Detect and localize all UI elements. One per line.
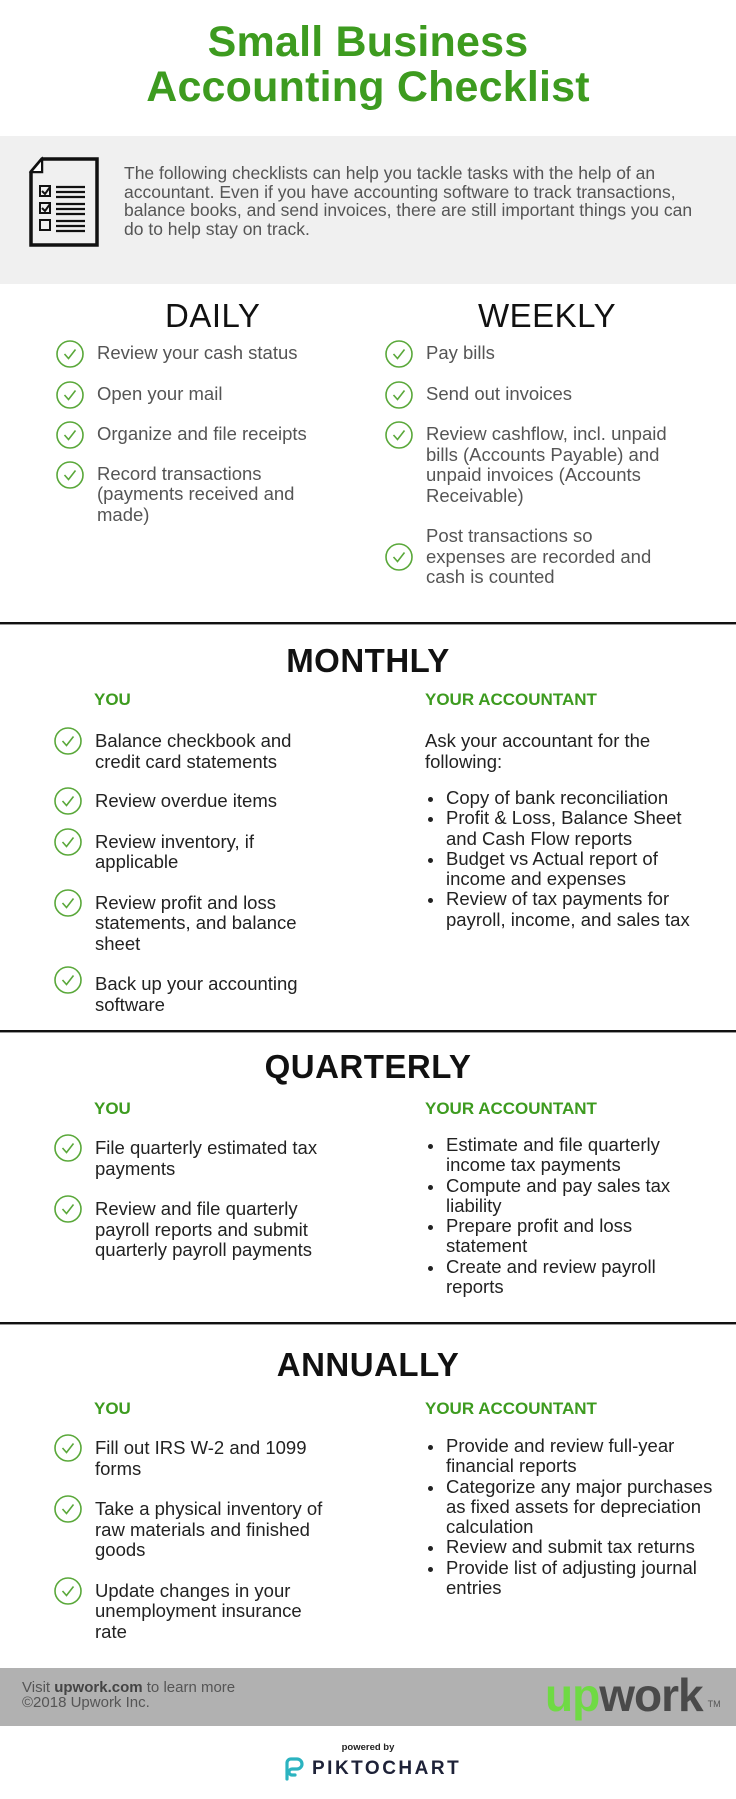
weekly-item: Review cashflow, incl. unpaid bills (Accounts Payable) and unpaid invoices (Accounts Receivable) [384,424,684,506]
title-line-1: Small Business [207,18,529,66]
piktochart-wordmark: PIKTOCHART [312,1758,462,1779]
monthly-you-checklist [53,731,353,1015]
check-circle-icon [53,726,83,756]
quarterly-you-item: Review and file quarterly payroll reports and submit quarterly payroll payments [53,1199,353,1261]
check-circle-icon [384,380,414,410]
bullet-icon [428,1185,433,1190]
monthly-you-item: Back up your accounting software [53,974,338,1015]
monthly-you-item: Review profit and loss statements, and balance sheet [53,893,328,955]
check-circle-icon [53,827,83,857]
check-circle-icon [55,420,85,450]
check-circle-icon [53,1494,83,1524]
daily-item: Review your cash status [55,343,355,364]
monthly-accountant-list [425,788,705,930]
bullet-icon [428,1144,433,1149]
quarterly-accountant-item: Prepare profit and loss statement [425,1216,715,1257]
quarterly-accountant-item: Estimate and file quarterly income tax payments [425,1135,715,1176]
monthly-title: MONTHLY [286,642,450,679]
section-divider [0,622,736,624]
monthly-accountant-item: Copy of bank reconciliation [425,788,705,808]
intro-text: The following checklists can help you tackle tasks with the help of an accountant. Even if you have accounting software to track transactions, balance books, and send invoices, there are still important things you can do to help stay on track. [124,163,693,239]
checklist-document-icon [28,156,100,248]
annually-you-checklist [53,1438,353,1642]
check-circle-icon [53,1433,83,1463]
monthly-accountant-item: Review of tax payments for payroll, income, and sales tax [425,889,705,930]
monthly-accountant-item: Budget vs Actual report of income and expenses [425,849,705,890]
footer-text [22,1680,235,1710]
monthly-you-item: Balance checkbook and credit card statements [53,731,323,772]
quarterly-you-item: File quarterly estimated tax payments [53,1138,353,1179]
bullet-icon [428,1486,433,1491]
quarterly-accountant-item: Create and review payroll reports [425,1257,715,1298]
annually-accountant-item: Categorize any major purchases as fixed assets for depreciation calculation [425,1477,715,1538]
check-circle-icon [55,460,85,490]
annually-you-item: Fill out IRS W-2 and 1099 forms [53,1438,318,1479]
visit-line: Visit upwork.com to learn more [22,1679,236,1696]
page-title [0,20,736,110]
piktochart-icon [284,1757,304,1781]
intro-banner [0,136,736,284]
title-line-2: Accounting Checklist [146,63,590,111]
check-circle-icon [55,339,85,369]
bullet-icon [428,797,433,802]
bullet-icon [428,858,433,863]
upwork-logo[interactable] [545,1669,721,1721]
monthly-accountant-item: Profit & Loss, Balance Sheet and Cash Flow reports [425,808,705,849]
quarterly-accountant-label: YOUR ACCOUNTANT [425,1099,597,1118]
bullet-icon [428,1567,433,1572]
quarterly-accountant-item: Compute and pay sales tax liability [425,1176,715,1217]
upwork-logo-up: up [545,1669,600,1721]
check-circle-icon [384,542,414,572]
monthly-you-item: Review inventory, if applicable [53,832,283,873]
footer-bar [0,1668,736,1726]
bullet-icon [428,1266,433,1271]
monthly-accountant-intro: Ask your accountant for the following: [425,730,651,772]
annually-accountant-item: Review and submit tax returns [425,1537,715,1557]
bullet-icon [428,817,433,822]
upwork-logo-work: work [599,1669,703,1721]
annually-you-item: Update changes in your unemployment insurance rate [53,1581,338,1643]
bullet-icon [428,1546,433,1551]
annually-accountant-list [425,1436,715,1598]
check-circle-icon [53,1194,83,1224]
quarterly-accountant-list [425,1135,715,1297]
monthly-accountant-label: YOUR ACCOUNTANT [425,690,597,709]
daily-checklist [55,343,355,525]
annually-you-label: YOU [94,1399,131,1418]
check-circle-icon [384,420,414,450]
bullet-icon [428,1225,433,1230]
section-divider [0,1322,736,1324]
quarterly-you-checklist [53,1138,353,1261]
check-circle-icon [55,380,85,410]
check-circle-icon [53,888,83,918]
upwork-link[interactable]: upwork.com [54,1679,143,1696]
trademark: TM [707,1699,721,1709]
annually-you-item: Take a physical inventory of raw materials and finished goods [53,1499,353,1561]
bullet-icon [428,1445,433,1450]
annually-accountant-label: YOUR ACCOUNTANT [425,1399,597,1418]
powered-by-label: powered by [341,1742,395,1753]
annually-accountant-item: Provide list of adjusting journal entries [425,1558,715,1599]
weekly-title: WEEKLY [478,297,617,334]
daily-title: DAILY [165,297,261,334]
copyright: ©2018 Upwork Inc. [22,1694,150,1711]
annually-accountant-item: Provide and review full-year financial reports [425,1436,715,1477]
section-divider [0,1030,736,1032]
check-circle-icon [53,786,83,816]
daily-item: Record transactions (payments received and made) [55,464,315,526]
monthly-you-item: Review overdue items [53,791,353,812]
bullet-icon [428,898,433,903]
weekly-item: Post transactions so expenses are recorded and cash is counted [384,526,674,588]
check-circle-icon [384,339,414,369]
monthly-you-label: YOU [94,690,131,709]
quarterly-title: QUARTERLY [264,1048,472,1085]
check-circle-icon [53,1133,83,1163]
weekly-item: Send out invoices [384,384,704,405]
annually-title: ANNUALLY [276,1346,460,1383]
daily-item: Open your mail [55,384,355,405]
weekly-checklist [384,343,704,588]
check-circle-icon [53,1576,83,1606]
daily-item: Organize and file receipts [55,424,355,445]
weekly-item: Pay bills [384,343,704,364]
quarterly-you-label: YOU [94,1099,131,1118]
check-circle-icon [53,965,83,995]
